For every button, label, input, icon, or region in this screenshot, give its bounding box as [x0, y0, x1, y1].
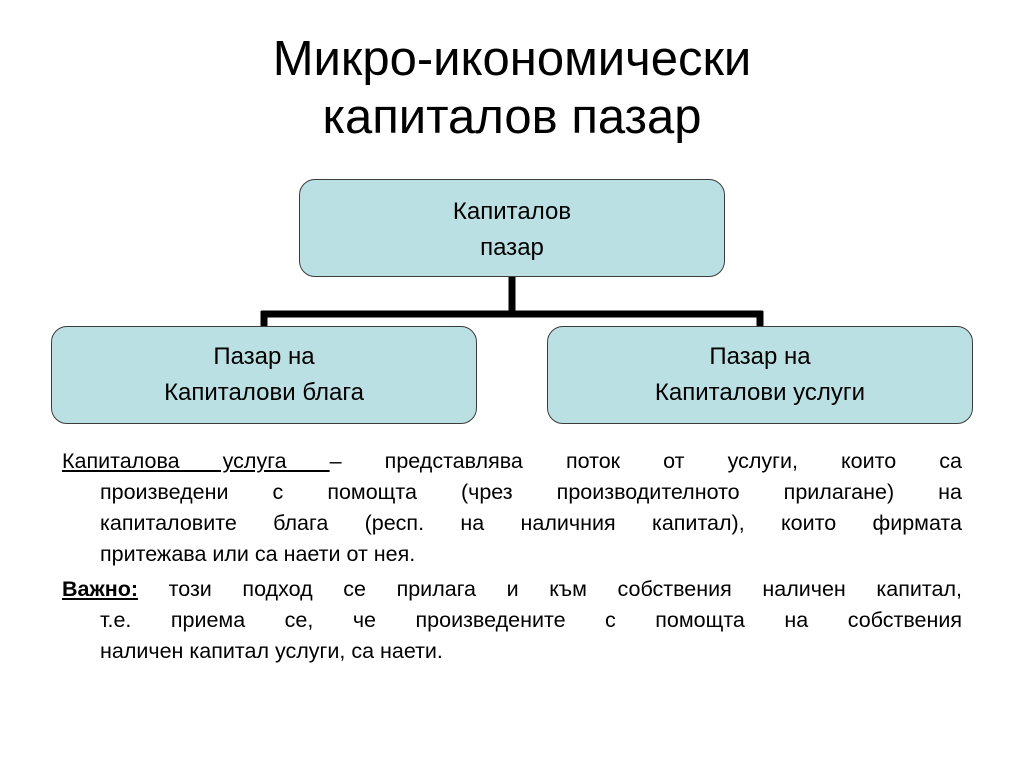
definition-dash-text: – представлява поток от услуги, които са: [329, 449, 963, 473]
capital-services-market-box: [547, 326, 973, 424]
capital-goods-market-box: [51, 326, 477, 424]
slide-title-line1: Микро-икономически: [272, 32, 752, 86]
capital-goods-market-box-line2: Капиталови блага: [164, 379, 364, 406]
note-label: Важно:: [62, 577, 139, 601]
note-paragraph: [62, 574, 962, 667]
definition-line3: капиталовите блага (респ. на наличния капитал), които фирмата: [100, 511, 962, 535]
note-line3: наличен капитал услуги, са наети.: [100, 639, 443, 663]
definition-line4: притежава или са наети от нея.: [100, 542, 416, 566]
definition-rest: [62, 477, 962, 570]
note-rest: [62, 605, 962, 667]
capital-market-box-line1: Капиталов: [452, 198, 572, 225]
definition-paragraph: [62, 446, 962, 570]
note-first-line: [62, 574, 962, 605]
capital-services-market-box-line1: Пазар на: [709, 343, 811, 370]
note-text1: този подход се прилага и към собствения наличен капитал,: [138, 577, 962, 601]
capital-goods-market-box-line1: Пазар на: [213, 343, 315, 370]
capital-market-box-line2: пазар: [480, 234, 544, 261]
note-line2: т.е. приема се, че произведените с помощта на собствения: [100, 608, 962, 632]
definition-line2: произведени с помощта (чрез производителното прилагане) на: [100, 480, 962, 504]
capital-services-market-box-line2: Капиталови услуги: [654, 379, 866, 406]
slide-title: [0, 30, 1024, 146]
definition-first-line: [62, 446, 962, 477]
slide-title-line2: капиталов пазар: [322, 90, 702, 144]
capital-market-box: [299, 179, 725, 277]
definition-term: Капиталова услуга: [62, 449, 330, 473]
